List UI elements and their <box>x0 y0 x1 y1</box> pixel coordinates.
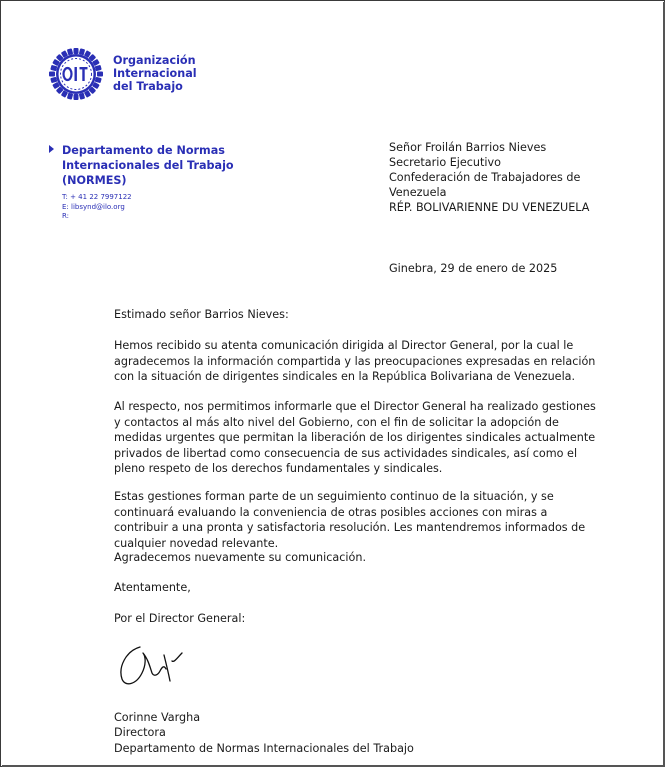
closing: Atentamente, <box>114 581 191 594</box>
department-name-line-2: Internacionales del Trabajo <box>62 159 234 172</box>
paragraph-2: Al respecto, nos permitimos informarle que el Director General ha realizado gestiones y contactos al más alto nivel del Gobierno, con el fin de solicitar la adopción de medidas urgentes que permitan la liberación de los dirigentes sindicales actualmente privados de libertad como consecuencia de sus actividades sindicales, así como el pleno respeto de los derechos fundamentales y sindicales. <box>114 400 596 475</box>
paragraph-4: Agradecemos nuevamente su comunicación. <box>114 551 367 564</box>
department-contact <box>62 193 132 222</box>
contact-reference: R: <box>62 212 70 220</box>
triangle-right-icon <box>49 145 54 153</box>
org-name-line-1: Organización <box>113 54 196 67</box>
org-name-line-3: del Trabajo <box>113 80 183 93</box>
department-name-line-3: (NORMES) <box>62 174 127 187</box>
recipient-line: RÉP. BOLIVARIENNE DU VENEZUELA <box>389 201 590 214</box>
recipient-address <box>389 140 589 215</box>
signer-department: Departamento de Normas Internacionales del Trabajo <box>114 741 414 755</box>
on-behalf-line: Por el Director General: <box>114 612 246 625</box>
department-name <box>62 143 234 188</box>
recipient-line: Secretario Ejecutivo <box>389 156 501 169</box>
recipient-line: Confederación de Trabajadores de <box>389 171 581 184</box>
org-name-line-2: Internacional <box>113 67 197 80</box>
recipient-line: Señor Froilán Barrios Nieves <box>389 141 547 154</box>
salutation: Estimado señor Barrios Nieves: <box>114 308 289 321</box>
department-name-line-1: Departamento de Normas <box>62 144 225 157</box>
signer-title: Directora <box>114 726 166 740</box>
paragraph-3: Estas gestiones forman parte de un seguimiento continuo de la situación, y se continuará evaluando la conveniencia de otras posibles acciones con miras a contribuir a una pronta y satisfactoria resolución. Les mantendremos informados de cualquier novedad relevante. <box>114 490 586 550</box>
recipient-line: Venezuela <box>389 186 447 199</box>
contact-email: E: libsynd@ilo.org <box>62 202 125 211</box>
signer-name: Corinne Vargha <box>114 711 201 724</box>
organization-name <box>113 54 197 93</box>
contact-phone: T: + 41 22 7997122 <box>62 193 132 201</box>
paragraph-1: Hemos recibido su atenta comunicación dirigida al Director General, por la cual le agradecemos la información compartida y las preocupaciones expresadas en relación con la situación de dirigentes sindicales en la República Bolivariana de Venezuela. <box>114 339 596 383</box>
letter-date: Ginebra, 29 de enero de 2025 <box>389 262 558 275</box>
oit-logo-icon <box>49 48 103 100</box>
signer-block <box>114 710 414 756</box>
handwritten-signature <box>116 643 196 693</box>
